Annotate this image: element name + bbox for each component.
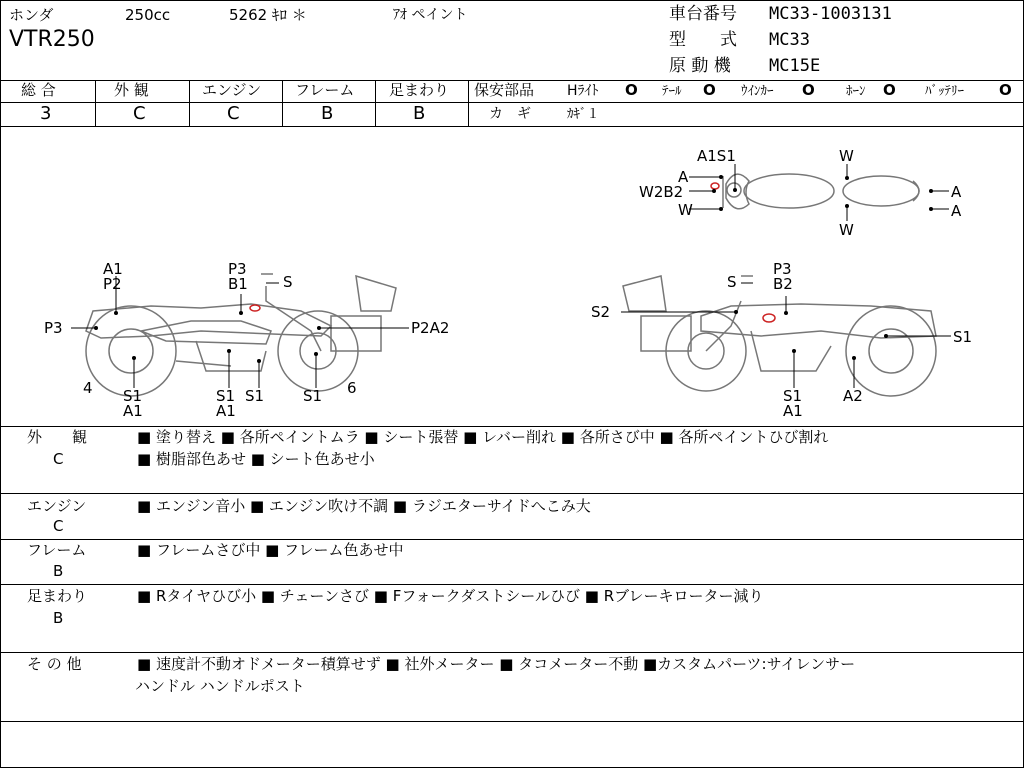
tail-label: ﾃｰﾙ: [662, 84, 682, 99]
key-label: カ ギ: [489, 106, 531, 122]
comment-other-line1: ■ 速度計不動オドメーター積算せず ■ 社外メーター ■ タコメーター不動 ■カスタムパーツ:サイレンサー: [137, 655, 856, 673]
comment-category-suspension: 足まわり: [27, 587, 88, 605]
divider: [282, 80, 283, 126]
label-b2: B2: [773, 275, 793, 293]
comment-grade-engine: C: [53, 517, 64, 535]
label-p2a2: P2A2: [411, 319, 450, 337]
horn-label: ﾎｰﾝ: [846, 84, 866, 99]
divider: [189, 80, 190, 126]
damage-marks: [250, 183, 775, 322]
winker-label: ｳｲﾝｶｰ: [741, 84, 774, 99]
frame-label: フレーム: [295, 81, 355, 99]
label-6: 6: [347, 379, 357, 397]
leader-lines: [71, 164, 951, 388]
safety-title: 保安部品: [474, 81, 535, 99]
total-score: 3: [40, 103, 52, 124]
label-w2b2: W2B2: [639, 183, 684, 201]
comment-category-exterior: 外 観: [27, 428, 88, 446]
label-w: W: [839, 147, 854, 165]
headlight-label: Hﾗｲﾄ: [567, 83, 599, 99]
label-s1: S1: [216, 387, 236, 405]
key-value: ｶｷﾞ１: [567, 107, 600, 122]
battery-ok: O: [999, 81, 1012, 99]
label-a: A: [951, 202, 962, 220]
label-s1: S1: [303, 387, 323, 405]
comment-frame-line1: ■ フレームさび中 ■ フレーム色あせ中: [137, 541, 404, 559]
headlight-ok: O: [625, 81, 638, 99]
leader-dots: [94, 175, 933, 363]
comment-grade-frame: B: [53, 562, 64, 580]
label-s: S: [727, 273, 737, 291]
label-w: W: [839, 221, 854, 239]
divider: [468, 80, 469, 126]
label-b1: B1: [228, 275, 248, 293]
engine-grade: C: [227, 103, 240, 124]
comment-grade-suspension: B: [53, 609, 64, 627]
tail-ok: O: [703, 81, 716, 99]
label-s1: S1: [953, 328, 973, 346]
label-p3: P3: [773, 260, 792, 278]
divider: [468, 102, 1024, 103]
label-p3: P3: [44, 319, 63, 337]
divider: [1, 584, 1024, 585]
divider: [1, 493, 1024, 494]
engine-code: MC15E: [769, 56, 821, 76]
frame-no-label: 車台番号: [669, 4, 737, 24]
label-p3: P3: [228, 260, 247, 278]
comment-grade-exterior: C: [53, 450, 64, 468]
color: ｱｵ ペイント: [393, 7, 468, 23]
label-s1: S1: [123, 387, 143, 405]
divider: [95, 80, 96, 126]
divider: [1, 652, 1024, 653]
label-a1s1: A1S1: [697, 147, 736, 165]
comment-exterior-line1: ■ 塗り替え ■ 各所ペイントムラ ■ シート張替 ■ レバー削れ ■ 各所さび中 ■ 各所ペイントひび割れ: [137, 428, 829, 446]
label-s: S: [283, 273, 293, 291]
divider: [1, 539, 1024, 540]
mileage: 5262 ｷﾛ ＊: [229, 6, 307, 24]
divider: [375, 80, 376, 126]
label-a2: A2: [843, 387, 863, 405]
comment-category-other: そ の 他: [27, 655, 82, 673]
comment-exterior-line2: ■ 樹脂部色あせ ■ シート色あせ小: [137, 450, 375, 468]
exterior-grade: C: [133, 103, 146, 124]
engine-code-label: 原 動 機: [669, 56, 731, 76]
battery-label: ﾊﾞｯﾃﾘｰ: [925, 84, 964, 99]
comment-category-frame: フレーム: [27, 541, 87, 559]
label-s2: S2: [591, 303, 611, 321]
comment-other-line2: ハンドル ハンドルポスト: [135, 677, 305, 695]
engine-label: エンジン: [202, 81, 262, 99]
label-a1: A1: [103, 260, 123, 278]
divider: [1, 426, 1024, 427]
damage-diagram: [1, 126, 1024, 426]
label-a: A: [678, 168, 689, 186]
model-code: MC33: [769, 30, 810, 50]
model-code-label: 型 式: [669, 30, 737, 50]
label-a1: A1: [783, 402, 803, 420]
comment-suspension-line1: ■ Rタイヤひび小 ■ チェーンさび ■ Fフォークダストシールひび ■ Rブレーキローター減り: [137, 587, 764, 605]
maker: ホンダ: [9, 6, 54, 24]
label-s1: S1: [245, 387, 265, 405]
label-w: W: [678, 201, 693, 219]
suspension-label: 足まわり: [389, 81, 450, 99]
label-a1: A1: [216, 402, 236, 420]
winker-ok: O: [802, 81, 815, 99]
frame-grade: B: [321, 103, 334, 124]
suspension-grade: B: [413, 103, 426, 124]
bike-top-view: [723, 174, 919, 209]
divider: [1, 721, 1024, 722]
exterior-label: 外 観: [114, 81, 149, 99]
comment-category-engine: エンジン: [27, 497, 87, 515]
label-a: A: [951, 183, 962, 201]
label-4: 4: [83, 379, 93, 397]
label-p2: P2: [103, 275, 122, 293]
total-label: 総 合: [21, 81, 56, 99]
model-name: VTR250: [9, 27, 95, 52]
label-a1: A1: [123, 402, 143, 420]
displacement: 250cc: [125, 6, 171, 24]
frame-no: MC33-1003131: [769, 4, 892, 24]
comment-engine-line1: ■ エンジン音小 ■ エンジン吹け不調 ■ ラジエターサイドへこみ大: [137, 497, 591, 515]
horn-ok: O: [883, 81, 896, 99]
label-s1: S1: [783, 387, 803, 405]
